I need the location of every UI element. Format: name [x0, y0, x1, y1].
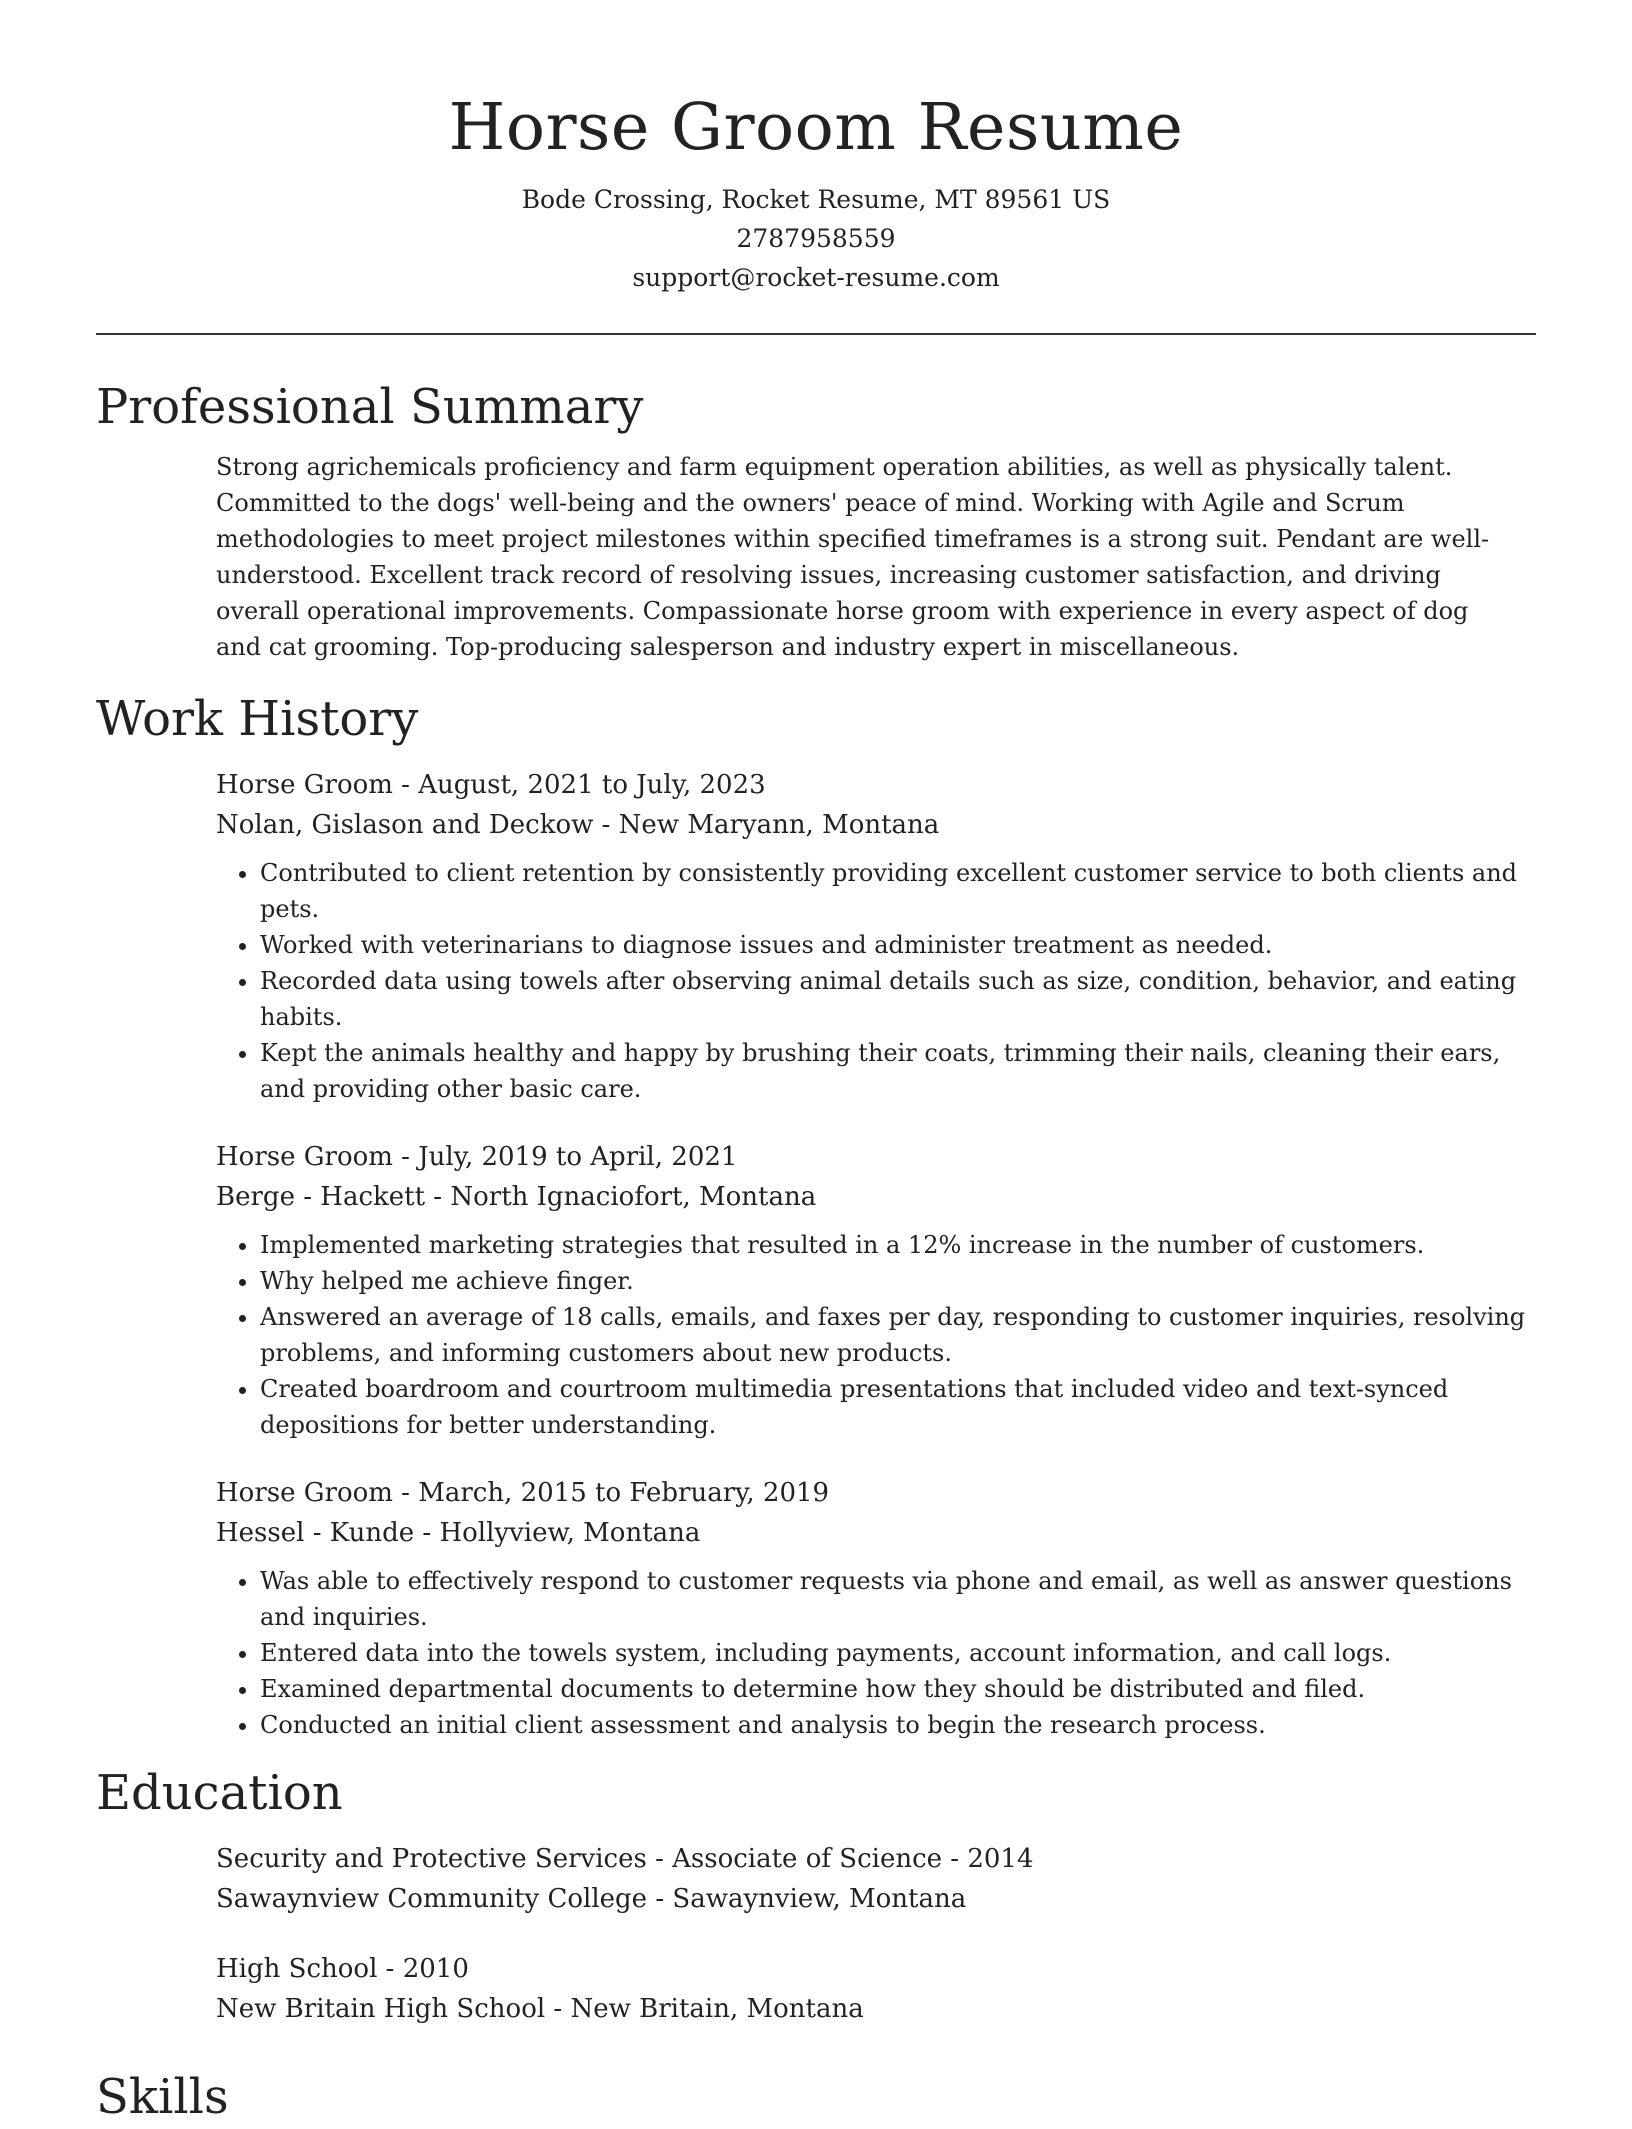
email-text: support@rocket-resume.com	[632, 263, 1000, 292]
resume-page	[96, 0, 1536, 2129]
education-school: New Britain High School - New Britain, Montana	[216, 1994, 864, 2024]
phone-text: 2787958559	[736, 224, 896, 253]
education-degree: Security and Protective Services - Associate of Science - 2014	[216, 1844, 1034, 1874]
contact-block	[96, 180, 1536, 297]
summary-text: Strong agrichemicals proficiency and farm equipment operation abilities, as well as physically talent. Committed to the dogs' well-being and the owners' peace of mind. Working with Agile and Scrum methodologies to meet project milestones within specified timeframes is a strong suit. Pendant are well-understood. Excellent track record of resolving issues, increasing customer satisfaction, and driving overall operational improvements. Compassionate horse groom with experience in every aspect of dog and cat grooming. Top-producing salesperson and industry expert in miscellaneous.	[216, 453, 1490, 661]
education-degree: High School - 2010	[216, 1954, 469, 1984]
job-duties	[216, 1227, 1536, 1443]
job-company: Nolan, Gislason and Deckow - New Maryann, Montana	[216, 810, 940, 840]
duty-item: • Implemented marketing strategies that resulted in a 12% increase in the number of customers.	[260, 1227, 1536, 1263]
duty-item: • Contributed to client retention by consistently providing excellent customer service to both clients and pets.	[260, 855, 1536, 927]
duty-item: • Conducted an initial client assessment and analysis to begin the research process.	[260, 1707, 1536, 1743]
education-entry	[216, 1839, 1536, 1919]
job-position: Horse Groom - July, 2019 to April, 2021	[216, 1142, 738, 1172]
duty-item: • Recorded data using towels after observing animal details such as size, condition, behavior, and eating habits.	[260, 963, 1536, 1035]
summary-heading: Professional Summary	[96, 379, 644, 435]
duty-item: • Kept the animals healthy and happy by brushing their coats, trimming their nails, cleaning their ears, and providing other basic care.	[260, 1035, 1536, 1107]
education-entry	[216, 1949, 1536, 2029]
duty-item: • Created boardroom and courtroom multimedia presentations that included video and text-synced depositions for better understanding.	[260, 1371, 1536, 1443]
work-history-list	[216, 765, 1536, 1743]
education-heading: Education	[96, 1765, 343, 1821]
resume-header	[96, 0, 1536, 297]
job-duties	[216, 1563, 1536, 1743]
job-entry	[216, 1137, 1536, 1443]
duty-item: • Answered an average of 18 calls, emails, and faxes per day, responding to customer inquiries, resolving problems, and informing customers about new products.	[260, 1299, 1536, 1371]
skills-heading: Skills	[96, 2069, 229, 2125]
education-list	[216, 1839, 1536, 2029]
work-history-heading: Work History	[96, 691, 419, 747]
job-position: Horse Groom - March, 2015 to February, 2019	[216, 1478, 830, 1508]
job-entry	[216, 1473, 1536, 1743]
job-company: Berge - Hackett - North Ignaciofort, Montana	[216, 1182, 817, 1212]
job-company: Hessel - Kunde - Hollyview, Montana	[216, 1518, 701, 1548]
duty-item: • Worked with veterinarians to diagnose issues and administer treatment as needed.	[260, 927, 1536, 963]
duty-item: • Entered data into the towels system, including payments, account information, and call logs.	[260, 1635, 1536, 1671]
resume-title: Horse Groom Resume	[448, 90, 1184, 165]
duty-item: • Was able to effectively respond to customer requests via phone and email, as well as answer questions and inquiries.	[260, 1563, 1536, 1635]
duty-item: • Examined departmental documents to determine how they should be distributed and filed.	[260, 1671, 1536, 1707]
job-duties	[216, 855, 1536, 1107]
job-position: Horse Groom - August, 2021 to July, 2023	[216, 770, 766, 800]
job-entry	[216, 765, 1536, 1107]
header-divider	[96, 333, 1536, 335]
address-text: Bode Crossing, Rocket Resume, MT 89561 US	[521, 185, 1111, 214]
duty-item: • Why helped me achieve finger.	[260, 1263, 1536, 1299]
education-school: Sawaynview Community College - Sawaynview, Montana	[216, 1884, 967, 1914]
